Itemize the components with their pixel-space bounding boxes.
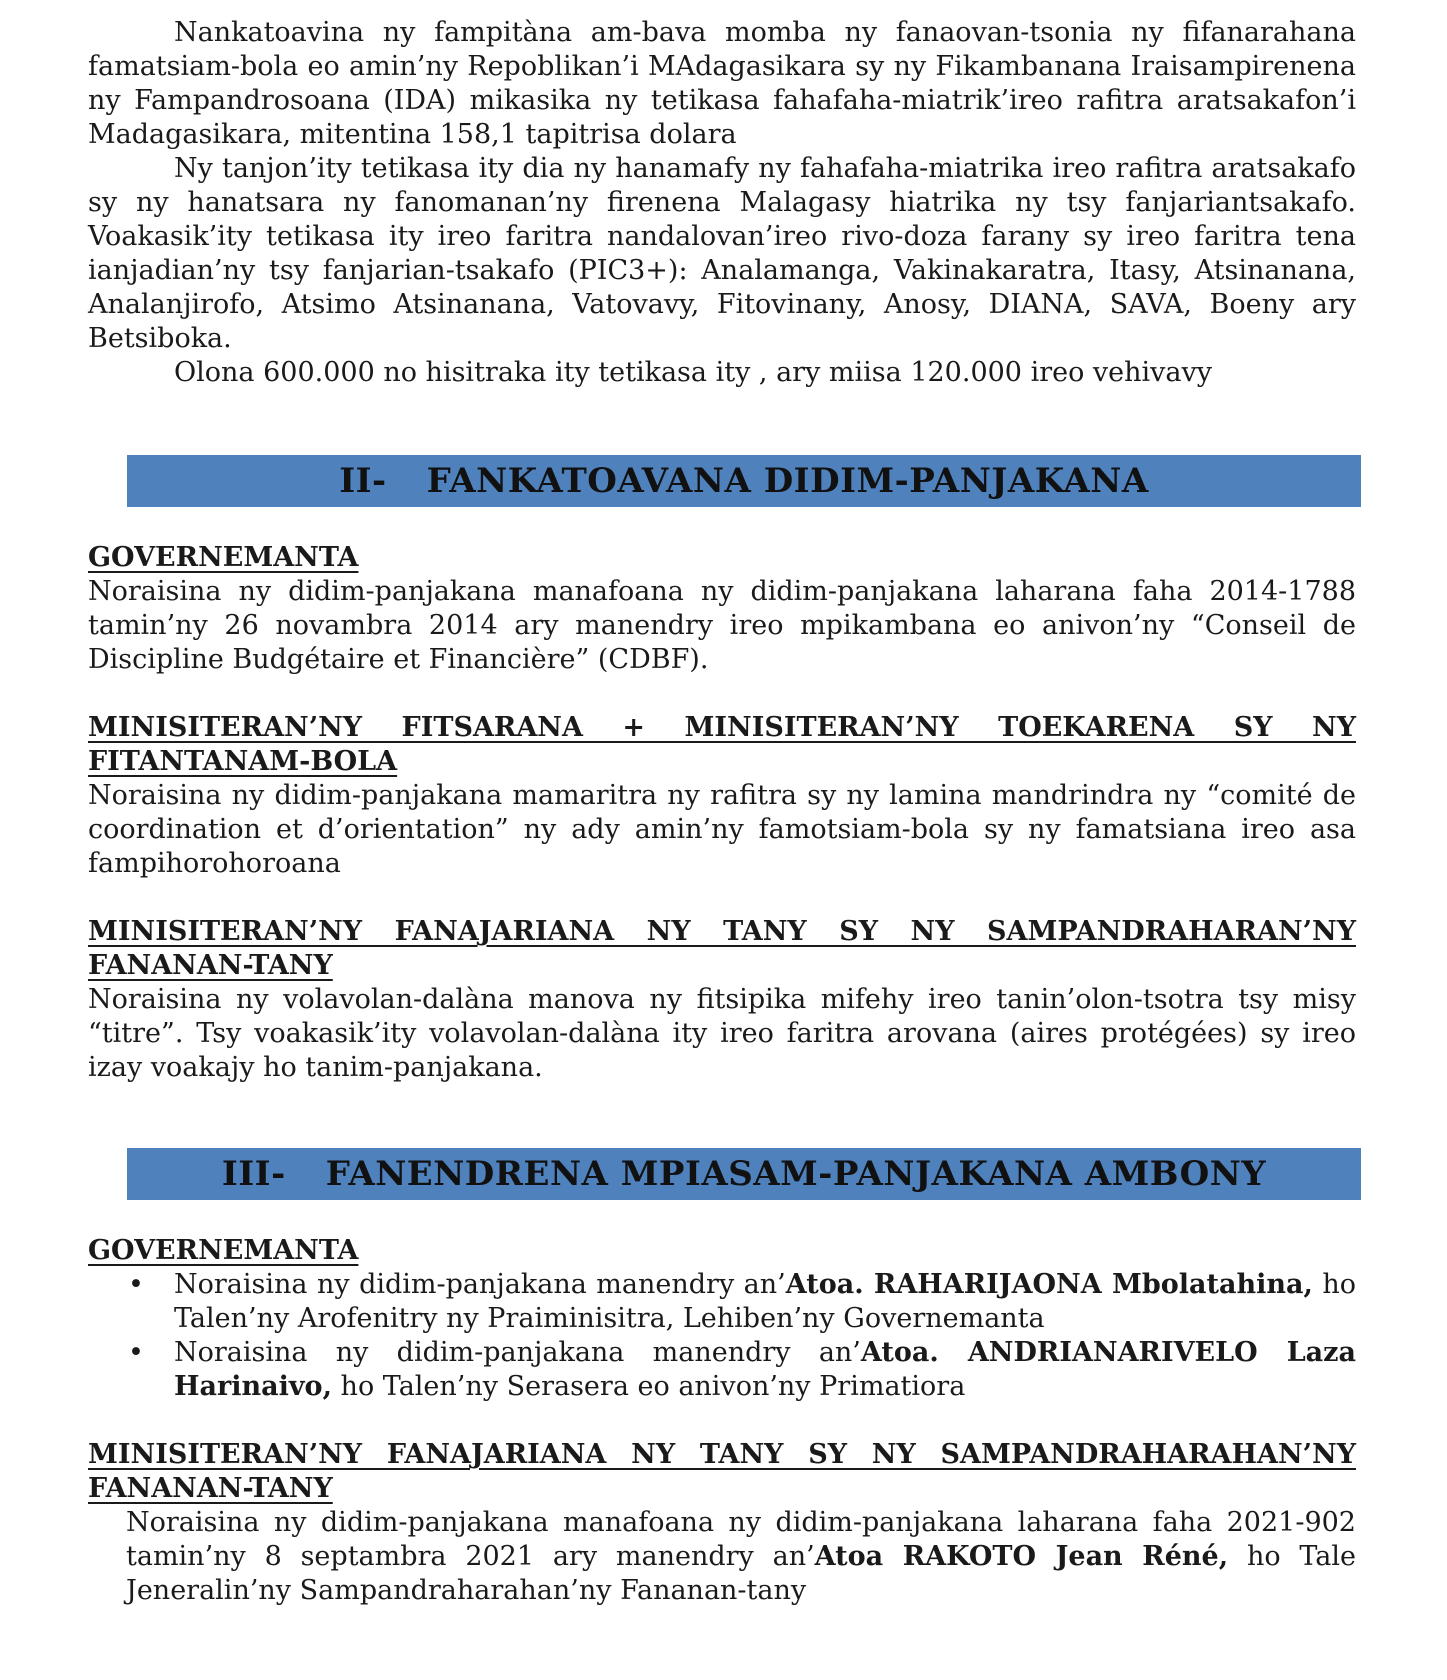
block-text: Noraisina ny volavolan-dalàna manova ny fitsipika mifehy ireo tanin’olon-tsotra tsy misy “titre”. Tsy voakasik’ity volavolan-dalàna ity ireo faritra arovana (aires protégées) sy ireo izay voakajy ho tanim-panjakana. (88, 984, 1356, 1083)
block-governemanta (88, 541, 1356, 677)
appointee-name: Atoa. RAHARIJAONA Mbolatahina, (785, 1269, 1313, 1300)
appointee-name: Atoa RAKOTO Jean Réné, (814, 1541, 1229, 1572)
section-2-content (88, 541, 1356, 1085)
intro-paragraph-3: Olona 600.000 no hisitraka ity tetikasa ity , ary miisa 120.000 ireo vehivavy (174, 357, 1213, 388)
appointee-name: Atoa. ANDRIANARIVELO Laza Harinaivo, (174, 1337, 1357, 1402)
section-3-number: III- (221, 1154, 286, 1194)
block-heading: MINISITERAN’NY FITSARANA + MINISITERAN’NY TOEKARENA SY NY FITANTANAM-BOLA (88, 712, 1356, 777)
appointment-text: Noraisina ny didim-panjakana manafoana ny didim-panjakana laharana faha 2021-902 tamin’ny 8 septambra 2021 ary manendry an’ (126, 1507, 1356, 1572)
block-land-appointment (88, 1438, 1356, 1608)
appointment-text: Noraisina ny didim-panjakana manendry an’ (174, 1269, 786, 1300)
appointment-role: ho Talen’ny Serasera eo anivon’ny Primatiora (331, 1371, 966, 1402)
section-2-title: FANKATOAVANA DIDIM-PANJAKANA (426, 461, 1149, 501)
section-2-banner (127, 455, 1361, 507)
block-heading: MINISITERAN’NY FANAJARIANA NY TANY SY NY SAMPANDRAHARAHAN’NY FANANAN-TANY (88, 1439, 1356, 1504)
appointment-item (88, 1268, 1356, 1336)
block-text (88, 1506, 1356, 1608)
section-3-title: FANENDRENA MPIASAM-PANJAKANA AMBONY (325, 1154, 1267, 1194)
block-fitsarana (88, 711, 1356, 881)
block-heading: GOVERNEMANTA (88, 542, 359, 573)
intro-section (88, 16, 1356, 390)
intro-paragraph-2: Ny tanjon’ity tetikasa ity dia ny hanamafy ny fahafaha-miatrika ireo rafitra aratsakafo sy ny hanatsara ny fanomanan’ny firenena Malagasy hiatrika ny tsy fanjariantsakafo. Voakasik’ity tetikasa ity ireo faritra nandalovan’ireo rivo-doza farany sy ireo faritra tena ianjadian’ny tsy fanjarian-tsakafo (PIC3+): Analamanga, Vakinakaratra, Itasy, Atsinanana, Analanjirofo, Atsimo Atsinanana, Vatovavy, Fitovinany, Anosy, DIANA, SAVA, Boeny ary Betsiboka. (88, 153, 1356, 354)
block-text: Noraisina ny didim-panjakana mamaritra ny rafitra sy ny lamina mandrindra ny “comité de coordination et d’orientation” ny ady amin’ny famotsiam-bola sy ny famatsiana ireo asa fampihorohoroana (88, 780, 1356, 879)
block-text: Noraisina ny didim-panjakana manafoana ny didim-panjakana laharana faha 2014-1788 tamin’ny 26 novambra 2014 ary manendry ireo mpikambana eo anivon’ny “Conseil de Discipline Budgétaire et Financière” (CDBF). (88, 576, 1356, 675)
block-fanajariana (88, 915, 1356, 1085)
appointment-item (88, 1336, 1356, 1404)
governemanta-heading: GOVERNEMANTA (88, 1235, 359, 1266)
section-3-content (88, 1234, 1356, 1608)
section-2-number: II- (339, 461, 387, 501)
section-3-banner (127, 1148, 1361, 1200)
appointment-role: ho Talen’ny Arofenitry ny Praiminisitra, Lehiben’ny Governemanta (174, 1269, 1356, 1334)
appointments-list (88, 1268, 1356, 1404)
appointment-text: Noraisina ny didim-panjakana manendry an’ (174, 1337, 861, 1368)
appointment-role: ho Tale Jeneralin’ny Sampandraharahan’ny Fananan-tany (126, 1541, 1357, 1606)
block-heading: MINISITERAN’NY FANAJARIANA NY TANY SY NY SAMPANDRAHARAN’NY FANANAN-TANY (88, 916, 1356, 981)
intro-paragraph-1: Nankatoavina ny fampitàna am-bava momba ny fanaovan-tsonia ny fifanarahana famatsiam-bola eo amin’ny Repoblikan’i MAdagasikara sy ny Fikambanana Iraisampirenena ny Fampandrosoana (IDA) mikasika ny tetikasa fahafaha-miatrik’ireo rafitra aratsakafon’i Madagasikara, mitentina 158,1 tapitrisa dolara (88, 17, 1356, 150)
